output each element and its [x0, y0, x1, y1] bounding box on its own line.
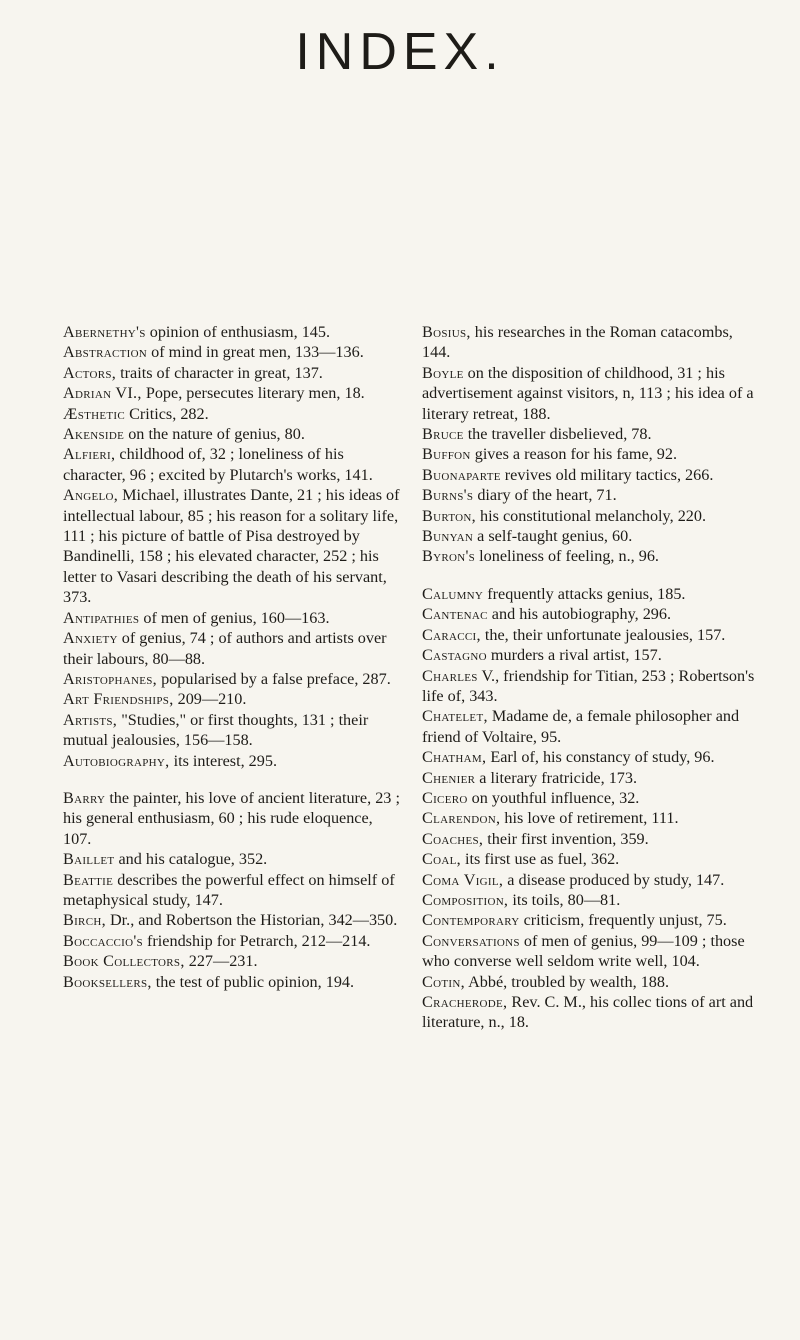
index-entry [422, 747, 764, 767]
index-entry [63, 870, 403, 911]
entry-headword: Barry [63, 788, 106, 807]
index-entry [63, 931, 403, 951]
index-entry [422, 890, 764, 910]
entry-text: the painter, his love of ancient literature, 23 ; his general enthusiasm, 60 ; his rude eloquence, 107. [63, 788, 400, 848]
entry-text: Rev. C. M., his collec tions of art and literature, n., 18. [422, 993, 754, 1032]
entry-headword: Coal, [422, 850, 461, 869]
index-entry [422, 322, 764, 363]
entry-text: and his autobiography, 296. [487, 605, 672, 624]
entry-text: its toils, 80—81. [508, 890, 621, 909]
entry-headword: Booksellers, [63, 972, 152, 991]
entry-text: on youthful influence, 32. [467, 788, 640, 807]
entry-text: popularised by a false preface, 287. [157, 669, 391, 688]
index-entry [422, 526, 764, 546]
entry-text: Abbé, troubled by wealth, 188. [464, 972, 670, 991]
entry-text: Critics, 282. [125, 404, 209, 423]
entry-text: their first invention, 359. [483, 829, 649, 848]
entry-headword: Cotin, [422, 972, 465, 991]
entry-headword: Burns's [422, 486, 474, 505]
entry-text: murders a rival artist, 157. [486, 646, 662, 665]
entry-text: the traveller disbelieved, 78. [463, 425, 652, 444]
entry-headword: Æsthetic [63, 404, 126, 423]
entry-text: his love of retirement, 111. [500, 809, 679, 828]
entry-text: 227—231. [184, 952, 258, 971]
entry-headword: Art Friendships, [63, 690, 174, 709]
index-entry [422, 910, 764, 930]
entry-headword: Clarendon, [422, 809, 501, 828]
entry-headword: Castagno [422, 646, 487, 665]
entry-text: loneliness of feeling, n., 96. [475, 547, 659, 566]
index-entry [422, 931, 764, 972]
index-entry [422, 444, 764, 464]
entry-headword: Aristophanes, [63, 669, 158, 688]
index-entry [63, 383, 403, 403]
index-entry [422, 506, 764, 526]
entry-headword: Actors, [63, 363, 117, 382]
index-entry [422, 584, 764, 604]
entry-headword: Bruce [422, 425, 464, 444]
entry-text: its first use as fuel, 362. [460, 850, 620, 869]
entry-headword: Antipathies [63, 608, 140, 627]
entry-headword: Buonaparte [422, 465, 501, 484]
index-entry [63, 951, 403, 971]
entry-headword: Contemporary [422, 911, 520, 930]
entry-headword: Chatham, [422, 748, 487, 767]
entry-text: his researches in the Roman catacombs, 144. [422, 323, 733, 362]
entry-text: a literary fratricide, 173. [475, 768, 638, 787]
entry-headword: Buffon [422, 445, 471, 464]
index-entry [63, 404, 403, 424]
index-entry [422, 604, 764, 624]
index-entry [63, 751, 403, 771]
entry-headword: Autobiography, [63, 751, 170, 770]
index-entry [422, 788, 764, 808]
entry-headword: Beattie [63, 870, 114, 889]
index-entry [422, 992, 764, 1033]
entry-text: his constitutional melancholy, 220. [475, 506, 707, 525]
index-entry [422, 829, 764, 849]
entry-headword: Conversations [422, 931, 520, 950]
index-entry [63, 628, 403, 669]
entry-text: and his catalogue, 352. [114, 850, 268, 869]
entry-headword: Coma Vigil, [422, 870, 504, 889]
index-entry [422, 706, 764, 747]
entry-headword: Charles [422, 666, 478, 685]
entry-text: friendship for Petrarch, 212—214. [142, 931, 371, 950]
entry-headword: Boccaccio's [63, 931, 143, 950]
entry-text: on the nature of genius, 80. [124, 425, 305, 444]
entry-text: describes the powerful effect on himself of metaphysical study, 147. [63, 870, 395, 909]
index-entry [63, 608, 403, 628]
index-entry [63, 972, 403, 992]
entry-text: revives old military tactics, 266. [500, 465, 714, 484]
index-entry [422, 768, 764, 788]
entry-headword: Artists, [63, 710, 118, 729]
entry-text: of mind in great men, 133—136. [147, 343, 364, 362]
entry-text: 209—210. [173, 690, 247, 709]
index-entry [422, 485, 764, 505]
index-entry [63, 710, 403, 751]
entry-text: diary of the heart, 71. [473, 486, 617, 505]
entry-text: of genius, 74 ; of authors and artists over their labours, 80—88. [63, 629, 387, 668]
entry-headword: Book Collectors, [63, 952, 185, 971]
entry-text: of men of genius, 99—109 ; those who converse well seldom write well, 104. [422, 931, 745, 971]
entry-headword: Baillet [63, 850, 115, 869]
entry-headword: Caracci, [422, 625, 481, 644]
entry-text: opinion of enthusiasm, 145. [145, 323, 331, 341]
entry-text: criticism, frequently unjust, 75. [519, 911, 727, 930]
index-entry [63, 910, 403, 930]
entry-headword: Byron's [422, 547, 476, 566]
index-entry [422, 465, 764, 485]
entry-headword: Akenside [63, 425, 125, 444]
entry-text: childhood of, 32 ; loneliness of his character, 96 ; excited by Plutarch's works, 141. [63, 445, 373, 484]
entry-headword: Composition, [422, 890, 509, 909]
entry-headword: Abernethy's [63, 323, 146, 341]
entry-headword: Cracherode, [422, 993, 508, 1011]
page-title: INDEX. [295, 23, 505, 81]
index-entry [422, 645, 764, 665]
entry-headword: Anxiety [63, 629, 118, 648]
entry-text: traits of character in great, 137. [116, 363, 323, 382]
entry-text: Dr., and Robertson the Historian, 342—350. [105, 911, 398, 930]
entry-headword: Adrian VI., [63, 384, 142, 403]
entry-headword: Calumny [422, 584, 484, 603]
entry-headword: Angelo, [63, 486, 119, 505]
entry-headword: Birch, [63, 911, 106, 930]
right-column [422, 322, 764, 1033]
index-entry [63, 788, 403, 849]
index-entry [63, 444, 403, 485]
index-entry [63, 485, 403, 607]
index-entry [63, 689, 403, 709]
entry-text: Michael, illustrates Dante, 21 ; his ideas of intellectual labour, 85 ; his reason for a solitary life, 111 ; his picture of battle of Pisa destroyed by Bandinelli, 158 ; his elevated character, 252 ; his letter to Vasari describing the death of his servant, 373. [63, 486, 400, 607]
entry-text: "Studies," or first thoughts, 131 ; their mutual jealousies, 156—158. [63, 710, 369, 750]
entry-text: the, their unfortunate jealousies, 157. [480, 625, 726, 644]
index-entry [63, 849, 403, 869]
index-entry [422, 625, 764, 645]
entry-headword: Bunyan [422, 527, 474, 546]
entry-headword: Chatelet, [422, 707, 488, 726]
index-entry [422, 666, 764, 707]
entry-text: V., friendship for Titian, 253 ; Robertson's life of, 343. [422, 666, 755, 705]
entry-headword: Alfieri, [63, 445, 116, 464]
entry-text: its interest, 295. [169, 751, 277, 770]
index-entry [422, 808, 764, 828]
index-entry [422, 424, 764, 444]
index-entry [422, 972, 764, 992]
entry-headword: Boyle [422, 363, 464, 382]
entry-headword: Bosius, [422, 323, 471, 341]
entry-text: Earl of, his constancy of study, 96. [486, 748, 715, 767]
entry-headword: Abstraction [63, 343, 148, 362]
index-entry [63, 322, 403, 342]
left-column [63, 322, 403, 992]
entry-text: Madame de, a female philosopher and friend of Voltaire, 95. [422, 707, 740, 746]
index-entry [63, 363, 403, 383]
index-entry [422, 849, 764, 869]
entry-text: frequently attacks genius, 185. [483, 584, 686, 603]
index-entry [63, 424, 403, 444]
entry-headword: Coaches, [422, 829, 484, 848]
entry-text: the test of public opinion, 194. [151, 972, 355, 991]
entry-text: a self-taught genius, 60. [473, 527, 633, 546]
entry-headword: Chenier [422, 768, 476, 787]
entry-headword: Cicero [422, 788, 468, 807]
index-entry [422, 363, 764, 424]
index-entry [63, 342, 403, 362]
entry-text: gives a reason for his fame, 92. [470, 445, 677, 464]
index-entry [422, 870, 764, 890]
entry-headword: Burton, [422, 506, 476, 525]
entry-text: of men of genius, 160—163. [139, 608, 330, 627]
entry-headword: Cantenac [422, 605, 488, 624]
index-entry [422, 546, 764, 566]
entry-text: a disease produced by study, 147. [503, 870, 725, 889]
index-entry [63, 669, 403, 689]
entry-text: Pope, persecutes literary men, 18. [141, 384, 365, 403]
entry-text: on the disposition of childhood, 31 ; his advertisement against visitors, n, 113 ; his idea of a literary retreat, 188. [422, 363, 754, 423]
